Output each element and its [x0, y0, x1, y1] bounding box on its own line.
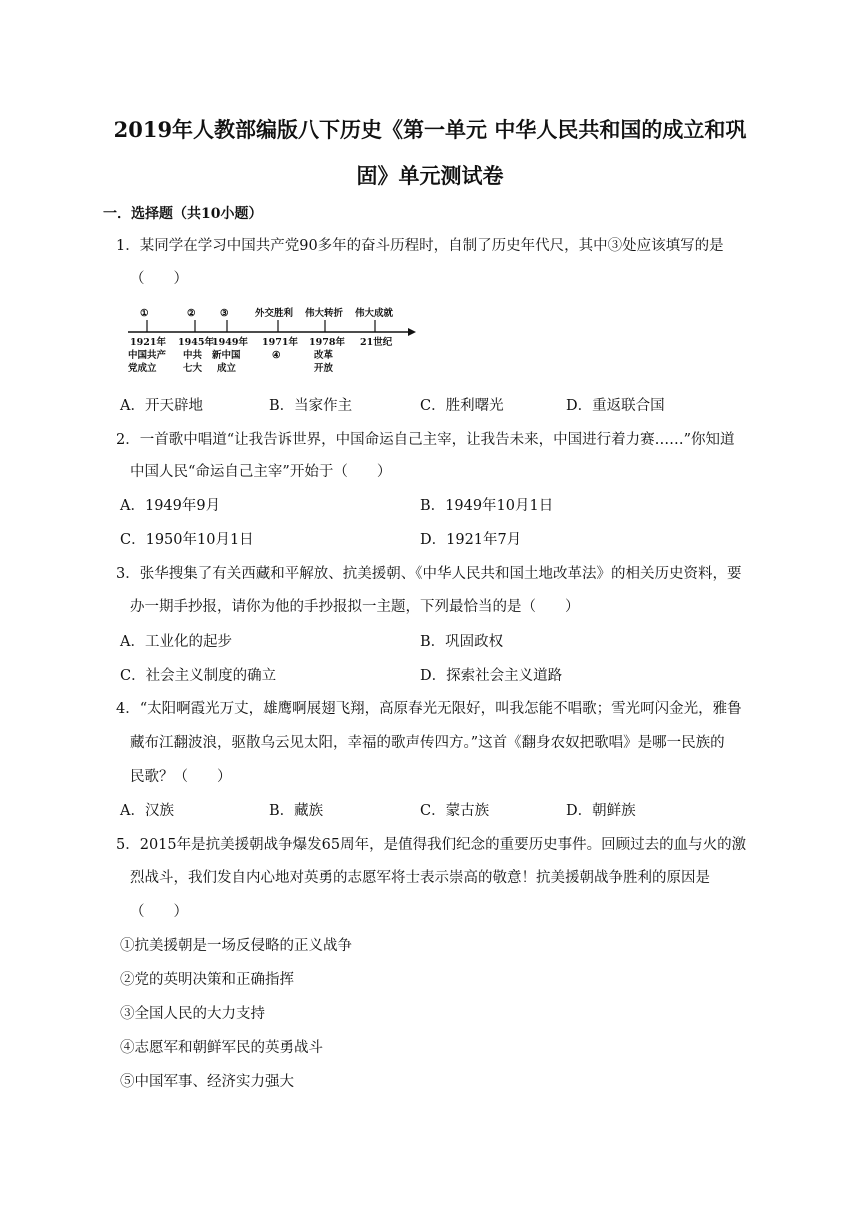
timeline-caption: 党成立 — [128, 363, 157, 374]
timeline-year: 1945年 — [178, 337, 214, 348]
document-title-line1: 2019年人教部编版八下历史《第一单元 中华人民共和国的成立和巩 — [113, 117, 747, 142]
timeline-caption: 成立 — [217, 363, 237, 374]
question-4-text-cont: 藏布江翻波浪，驱散乌云见太阳，幸福的歌声传四方。”这首《翻身农奴把歌唱》是哪一民族的 — [130, 735, 725, 751]
q5-statement-3: ③全国人民的大力支持 — [120, 1006, 265, 1022]
timeline-arrow — [408, 328, 416, 336]
q3-option-a: A．工业化的起步 — [120, 634, 232, 650]
timeline-top-label: 伟大成就 — [355, 308, 394, 319]
timeline-year: 21世纪 — [360, 337, 393, 348]
question-5-paren: （ ） — [130, 904, 188, 920]
q2-option-a: A．1949年9月 — [120, 498, 221, 514]
timeline-caption: 开放 — [314, 363, 334, 374]
section-heading: 一．选择题（共10小题） — [103, 206, 263, 222]
timeline-year: 1978年 — [309, 337, 345, 348]
question-5-text: 5．2015年是抗美援朝战争爆发65周年，是值得我们纪念的重要历史事件。回顾过去的血与火的激 — [116, 837, 747, 853]
question-4-text: 4．“太阳啊霞光万丈，雄鹰啊展翅飞翔，高原春光无限好，叫我怎能不唱歌；雪光呵闪金光，雅鲁 — [116, 701, 742, 717]
timeline-caption: ④ — [272, 350, 281, 361]
question-2-text: 2．一首歌中唱道“让我告诉世界，中国命运自己主宰，让我告未来，中国进行着力赛……”你知道 — [116, 432, 735, 448]
question-1-text: 1．某同学在学习中国共产党90多年的奋斗历程时，自制了历史年代尺，其中③处应该填写的是 — [116, 238, 724, 254]
q4-option-a: A．汉族 — [120, 803, 174, 819]
timeline-year: 1921年 — [130, 337, 166, 348]
timeline-ticks — [147, 320, 375, 332]
q2-option-c: C．1950年10月1日 — [120, 532, 254, 548]
q1-option-a: A．开天辟地 — [120, 398, 203, 414]
question-1-paren: （ ） — [130, 271, 188, 287]
q1-option-b: B．当家作主 — [269, 398, 353, 414]
timeline-year: 1949年 — [212, 337, 248, 348]
timeline-year: 1971年 — [262, 337, 298, 348]
timeline-top-label: ③ — [220, 308, 229, 319]
question-5-text-cont: 烈战斗，我们发自内心地对英勇的志愿军将士表示崇高的敬意！抗美援朝战争胜利的原因是 — [130, 870, 710, 886]
q4-option-b: B．藏族 — [269, 803, 324, 819]
q5-statement-1: ①抗美援朝是一场反侵略的正义战争 — [120, 938, 352, 954]
q5-statement-4: ④志愿军和朝鲜军民的英勇战斗 — [120, 1040, 323, 1056]
timeline-top-label: ① — [140, 308, 149, 319]
document-title-line2: 固》单元测试卷 — [356, 163, 504, 188]
q5-statement-5: ⑤中国军事、经济实力强大 — [120, 1074, 294, 1090]
q5-statement-2: ②党的英明决策和正确指挥 — [120, 972, 294, 988]
q3-option-c: C．社会主义制度的确立 — [120, 668, 277, 684]
question-3-text: 3．张华搜集了有关西藏和平解放、抗美援朝、《中华人民共和国土地改革法》的相关历史资料，要 — [116, 566, 742, 582]
question-2-text-cont: 中国人民“命运自己主宰”开始于（ ） — [130, 464, 392, 480]
timeline-caption: 新中国 — [212, 350, 241, 361]
timeline-caption: 改革 — [314, 350, 334, 361]
q3-option-d: D．探索社会主义道路 — [420, 668, 563, 684]
q4-option-d: D．朝鲜族 — [566, 803, 636, 819]
q1-option-c: C．胜利曙光 — [420, 398, 504, 414]
question-4-text-cont2: 民歌？（ ） — [130, 769, 232, 785]
timeline-top-label: ② — [187, 308, 196, 319]
timeline-caption: 中国共产 — [128, 350, 167, 361]
q2-option-d: D．1921年7月 — [420, 532, 522, 548]
timeline-top-label: 外交胜利 — [255, 308, 294, 319]
q2-option-b: B．1949年10月1日 — [420, 498, 554, 514]
question-3-text-cont: 办一期手抄报，请你为他的手抄报拟一主题，下列最恰当的是（ ） — [130, 599, 580, 615]
timeline-caption: 七大 — [183, 363, 203, 374]
q3-option-b: B．巩固政权 — [420, 634, 504, 650]
timeline-top-label: 伟大转折 — [305, 308, 344, 319]
q1-option-d: D．重返联合国 — [566, 398, 665, 414]
history-timeline-figure — [120, 298, 420, 378]
q4-option-c: C．蒙古族 — [420, 803, 490, 819]
timeline-caption: 中共 — [183, 350, 203, 361]
